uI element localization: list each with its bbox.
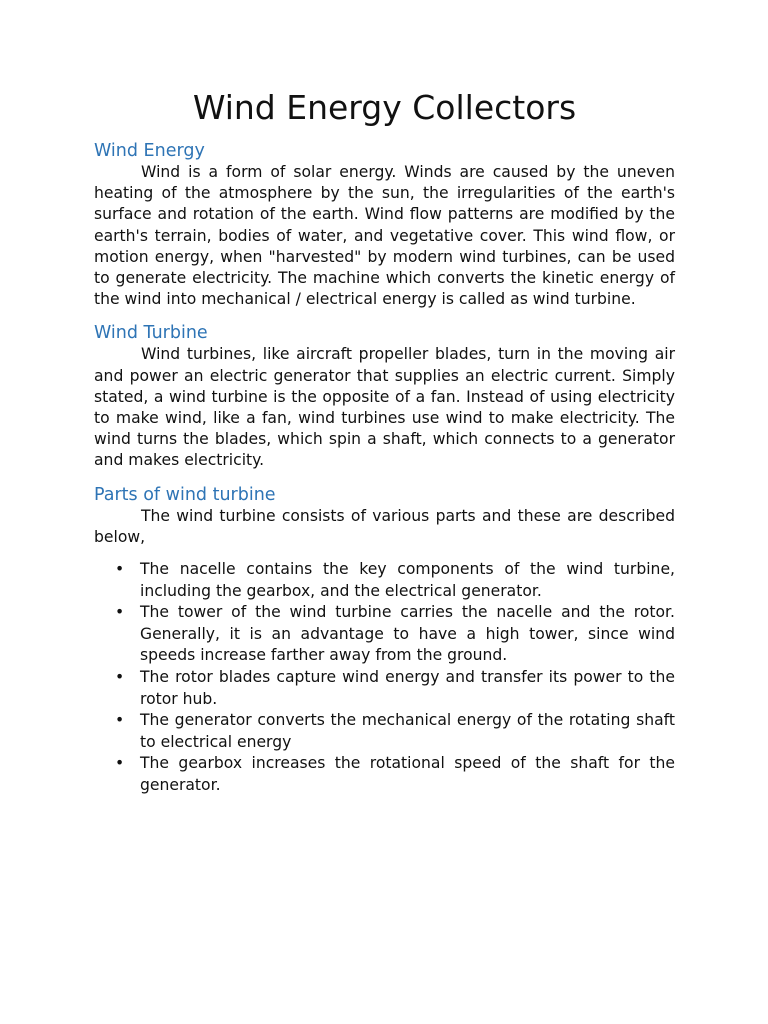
list-item (115, 710, 675, 753)
list-item (115, 559, 675, 602)
list-item (115, 667, 675, 710)
bullet-icon: • (115, 603, 125, 622)
paragraph-wind-turbine: Wind turbines, like aircraft propeller blades, turn in the moving air and power an electric generator that supplies an electric current. Simply stated, a wind turbine is the opposite of a fan. Instead of using electricity to make wind, like a fan, wind turbines use wind to make electricity. The wind turns the blades, which spin a shaft, which connects to a generator and makes electricity. (94, 345, 675, 470)
document-title: Wind Energy Collectors (192, 88, 577, 127)
list-item (115, 602, 675, 667)
bullet-icon: • (115, 668, 125, 687)
section-parts-of-wind-turbine (94, 484, 675, 797)
paragraph-parts-intro: The wind turbine consists of various parts and these are described below, (94, 506, 675, 546)
parts-list (94, 559, 675, 797)
paragraph-wind-energy: Wind is a form of solar energy. Winds are caused by the uneven heating of the atmosphere by the sun, the irregularities of the earth's surface and rotation of the earth. Wind flow patterns are modified by the earth's terrain, bodies of water, and vegetative cover. This wind flow, or motion energy, when "harvested" by modern wind turbines, can be used to generate electricity. The machine which converts the kinetic energy of the wind into mechanical / electrical energy is called as wind turbine. (94, 163, 675, 309)
section-heading-wind-turbine: Wind Turbine (94, 323, 208, 344)
bullet-icon: • (115, 754, 125, 773)
list-item-text: The tower of the wind turbine carries the nacelle and the rotor. Generally, it is an advantage to have a high tower, since wind speeds increase farther away from the ground. (140, 603, 675, 665)
bullet-icon: • (115, 711, 125, 730)
section-heading-wind-energy: Wind Energy (94, 141, 205, 161)
section-wind-energy (94, 140, 675, 310)
list-item (115, 753, 675, 796)
section-wind-turbine (94, 322, 675, 471)
bullet-icon: • (115, 560, 125, 579)
list-item-text: The gearbox increases the rotational speed of the shaft for the generator. (140, 754, 675, 794)
list-item-text: The generator converts the mechanical energy of the rotating shaft to electrical energy (140, 711, 675, 751)
list-item-text: The nacelle contains the key components of the wind turbine, including the gearbox, and the electrical generator. (140, 560, 675, 600)
section-heading-parts: Parts of wind turbine (94, 484, 276, 505)
list-item-text: The rotor blades capture wind energy and transfer its power to the rotor hub. (140, 668, 675, 708)
